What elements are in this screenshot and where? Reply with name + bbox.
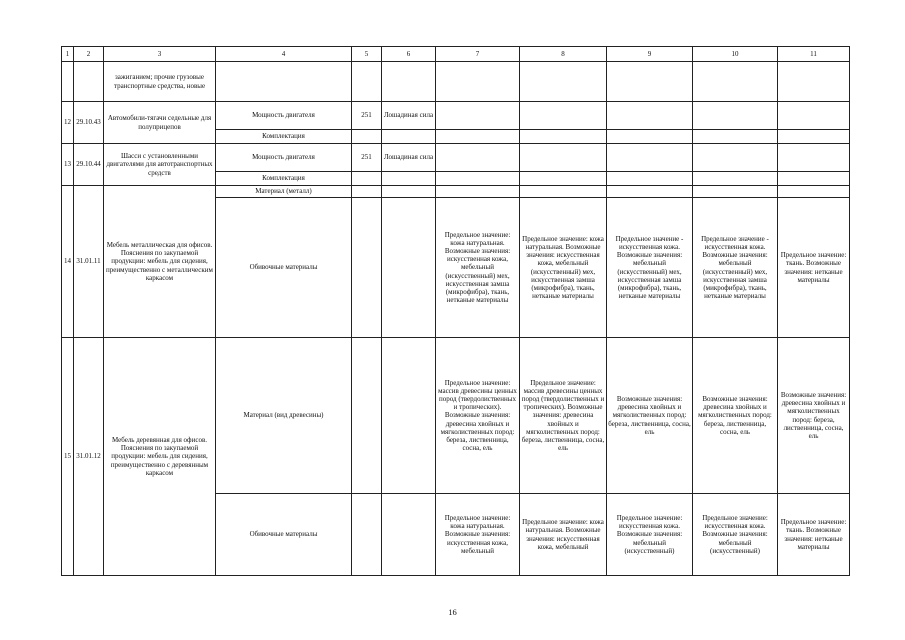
characteristic-cell: Материал (металл)	[216, 186, 352, 198]
header-row	[62, 47, 850, 62]
header-cell: 3	[104, 47, 216, 62]
table-row	[62, 62, 850, 102]
header-cell: 9	[607, 47, 693, 62]
characteristic-cell: Мощность двигателя	[216, 102, 352, 130]
value-cell: Предельное значение - искусственная кожа. Возможные значения: мебельный (искусственный) мех, искусственная замша (микрофибра), ткань, нетканые материалы	[607, 198, 693, 338]
characteristic-cell: Обивочные материалы	[216, 198, 352, 338]
header-cell: 1	[62, 47, 74, 62]
header-cell: 7	[436, 47, 520, 62]
characteristic-cell: Материал (вид древесины)	[216, 338, 352, 494]
characteristic-cell: Обивочные материалы	[216, 494, 352, 576]
characteristic-cell: Мощность двигателя	[216, 144, 352, 172]
requirements-table	[61, 46, 850, 576]
value-cell: Предельное значение: ткань. Возможные значения: нетканые материалы	[778, 198, 850, 338]
row-number: 14	[62, 186, 74, 338]
product-name-cell: Автомобили-тягачи седельные для полуприцепов	[104, 102, 216, 144]
product-name-cell: зажиганием; прочие грузовые транспортные средства, новые	[104, 62, 216, 102]
value-cell: Возможные значения: древесина хвойных и мягколиственных пород: береза, лиственница, сосна, ель	[607, 338, 693, 494]
table-row	[62, 144, 850, 172]
row-number: 13	[62, 144, 74, 186]
value-cell: Предельное значение: кожа натуральная. Возможные значения: искусственная кожа, мебельный (искусственный) мех, искусственная замша (микрофибра), ткань, нетканые материалы	[520, 198, 607, 338]
okpd-code: 31.01.11	[74, 186, 104, 338]
header-cell: 2	[74, 47, 104, 62]
value-cell: Предельное значение: ткань. Возможные значения: нетканые материалы	[778, 494, 850, 576]
value-cell: Предельное значение: искусственная кожа. Возможные значения: мебельный (искусственный)	[607, 494, 693, 576]
table-row	[62, 102, 850, 130]
row-number: 12	[62, 102, 74, 144]
value-cell: Возможные значения: древесина хвойных и мягколиственных пород: береза, лиственница, сосна, ель	[778, 338, 850, 494]
okpd-code: 29.10.43	[74, 102, 104, 144]
value-cell: Предельное значение: кожа натуральная. Возможные значения: искусственная кожа, мебельный	[436, 494, 520, 576]
table-row	[62, 186, 850, 198]
value-cell: 251	[352, 144, 382, 172]
value-cell: Предельное значение - искусственная кожа. Возможные значения: мебельный (искусственный) мех, искусственная замша (микрофибра), ткань, нетканые материалы	[693, 198, 778, 338]
header-cell: 11	[778, 47, 850, 62]
okpd-code: 29.10.44	[74, 144, 104, 186]
product-name-cell: Мебель деревянная для офисов. Пояснения по закупаемой продукции: мебель для сидения, преимущественно с деревянным каркасом	[104, 338, 216, 576]
value-cell: 251	[352, 102, 382, 130]
page-number: 16	[448, 607, 457, 617]
value-cell: Предельное значение: искусственная кожа. Возможные значения: мебельный (искусственный)	[693, 494, 778, 576]
header-cell: 10	[693, 47, 778, 62]
product-name-cell: Шасси с установленными двигателями для автотранспортных средств	[104, 144, 216, 186]
product-name-cell: Мебель металлическая для офисов. Пояснения по закупаемой продукции: мебель для сидения, преимущественно с металлическим каркасом	[104, 186, 216, 338]
characteristic-cell: Комплектация	[216, 130, 352, 144]
row-number: 15	[62, 338, 74, 576]
value-cell: Предельное значение: кожа натуральная. Возможные значения: искусственная кожа, мебельный	[520, 494, 607, 576]
header-cell: 4	[216, 47, 352, 62]
header-cell: 8	[520, 47, 607, 62]
characteristic-cell: Комплектация	[216, 172, 352, 186]
value-cell: Возможные значения: древесина хвойных и мягколиственных пород: береза, лиственница, сосна, ель	[693, 338, 778, 494]
unit-cell: Лошадиная сила	[382, 144, 436, 172]
value-cell: Предельное значение: массив древесины ценных пород (твердолиственных и тропических). Возможные значения: древесина хвойных и мягколиственных пород: береза, лиственница, сосна, ель	[436, 338, 520, 494]
header-cell: 5	[352, 47, 382, 62]
table-row	[62, 338, 850, 494]
okpd-code: 31.01.12	[74, 338, 104, 576]
header-cell: 6	[382, 47, 436, 62]
value-cell: Предельное значение: кожа натуральная. Возможные значения: искусственная кожа, мебельный (искусственный) мех, искусственная замша (микрофибра), ткань, нетканые материалы	[436, 198, 520, 338]
value-cell: Предельное значение: массив древесины ценных пород (твердолиственных и тропических). Возможные значения: древесина хвойных и мягколиственных пород: береза, лиственница, сосна, ель	[520, 338, 607, 494]
unit-cell: Лошадиная сила	[382, 102, 436, 130]
